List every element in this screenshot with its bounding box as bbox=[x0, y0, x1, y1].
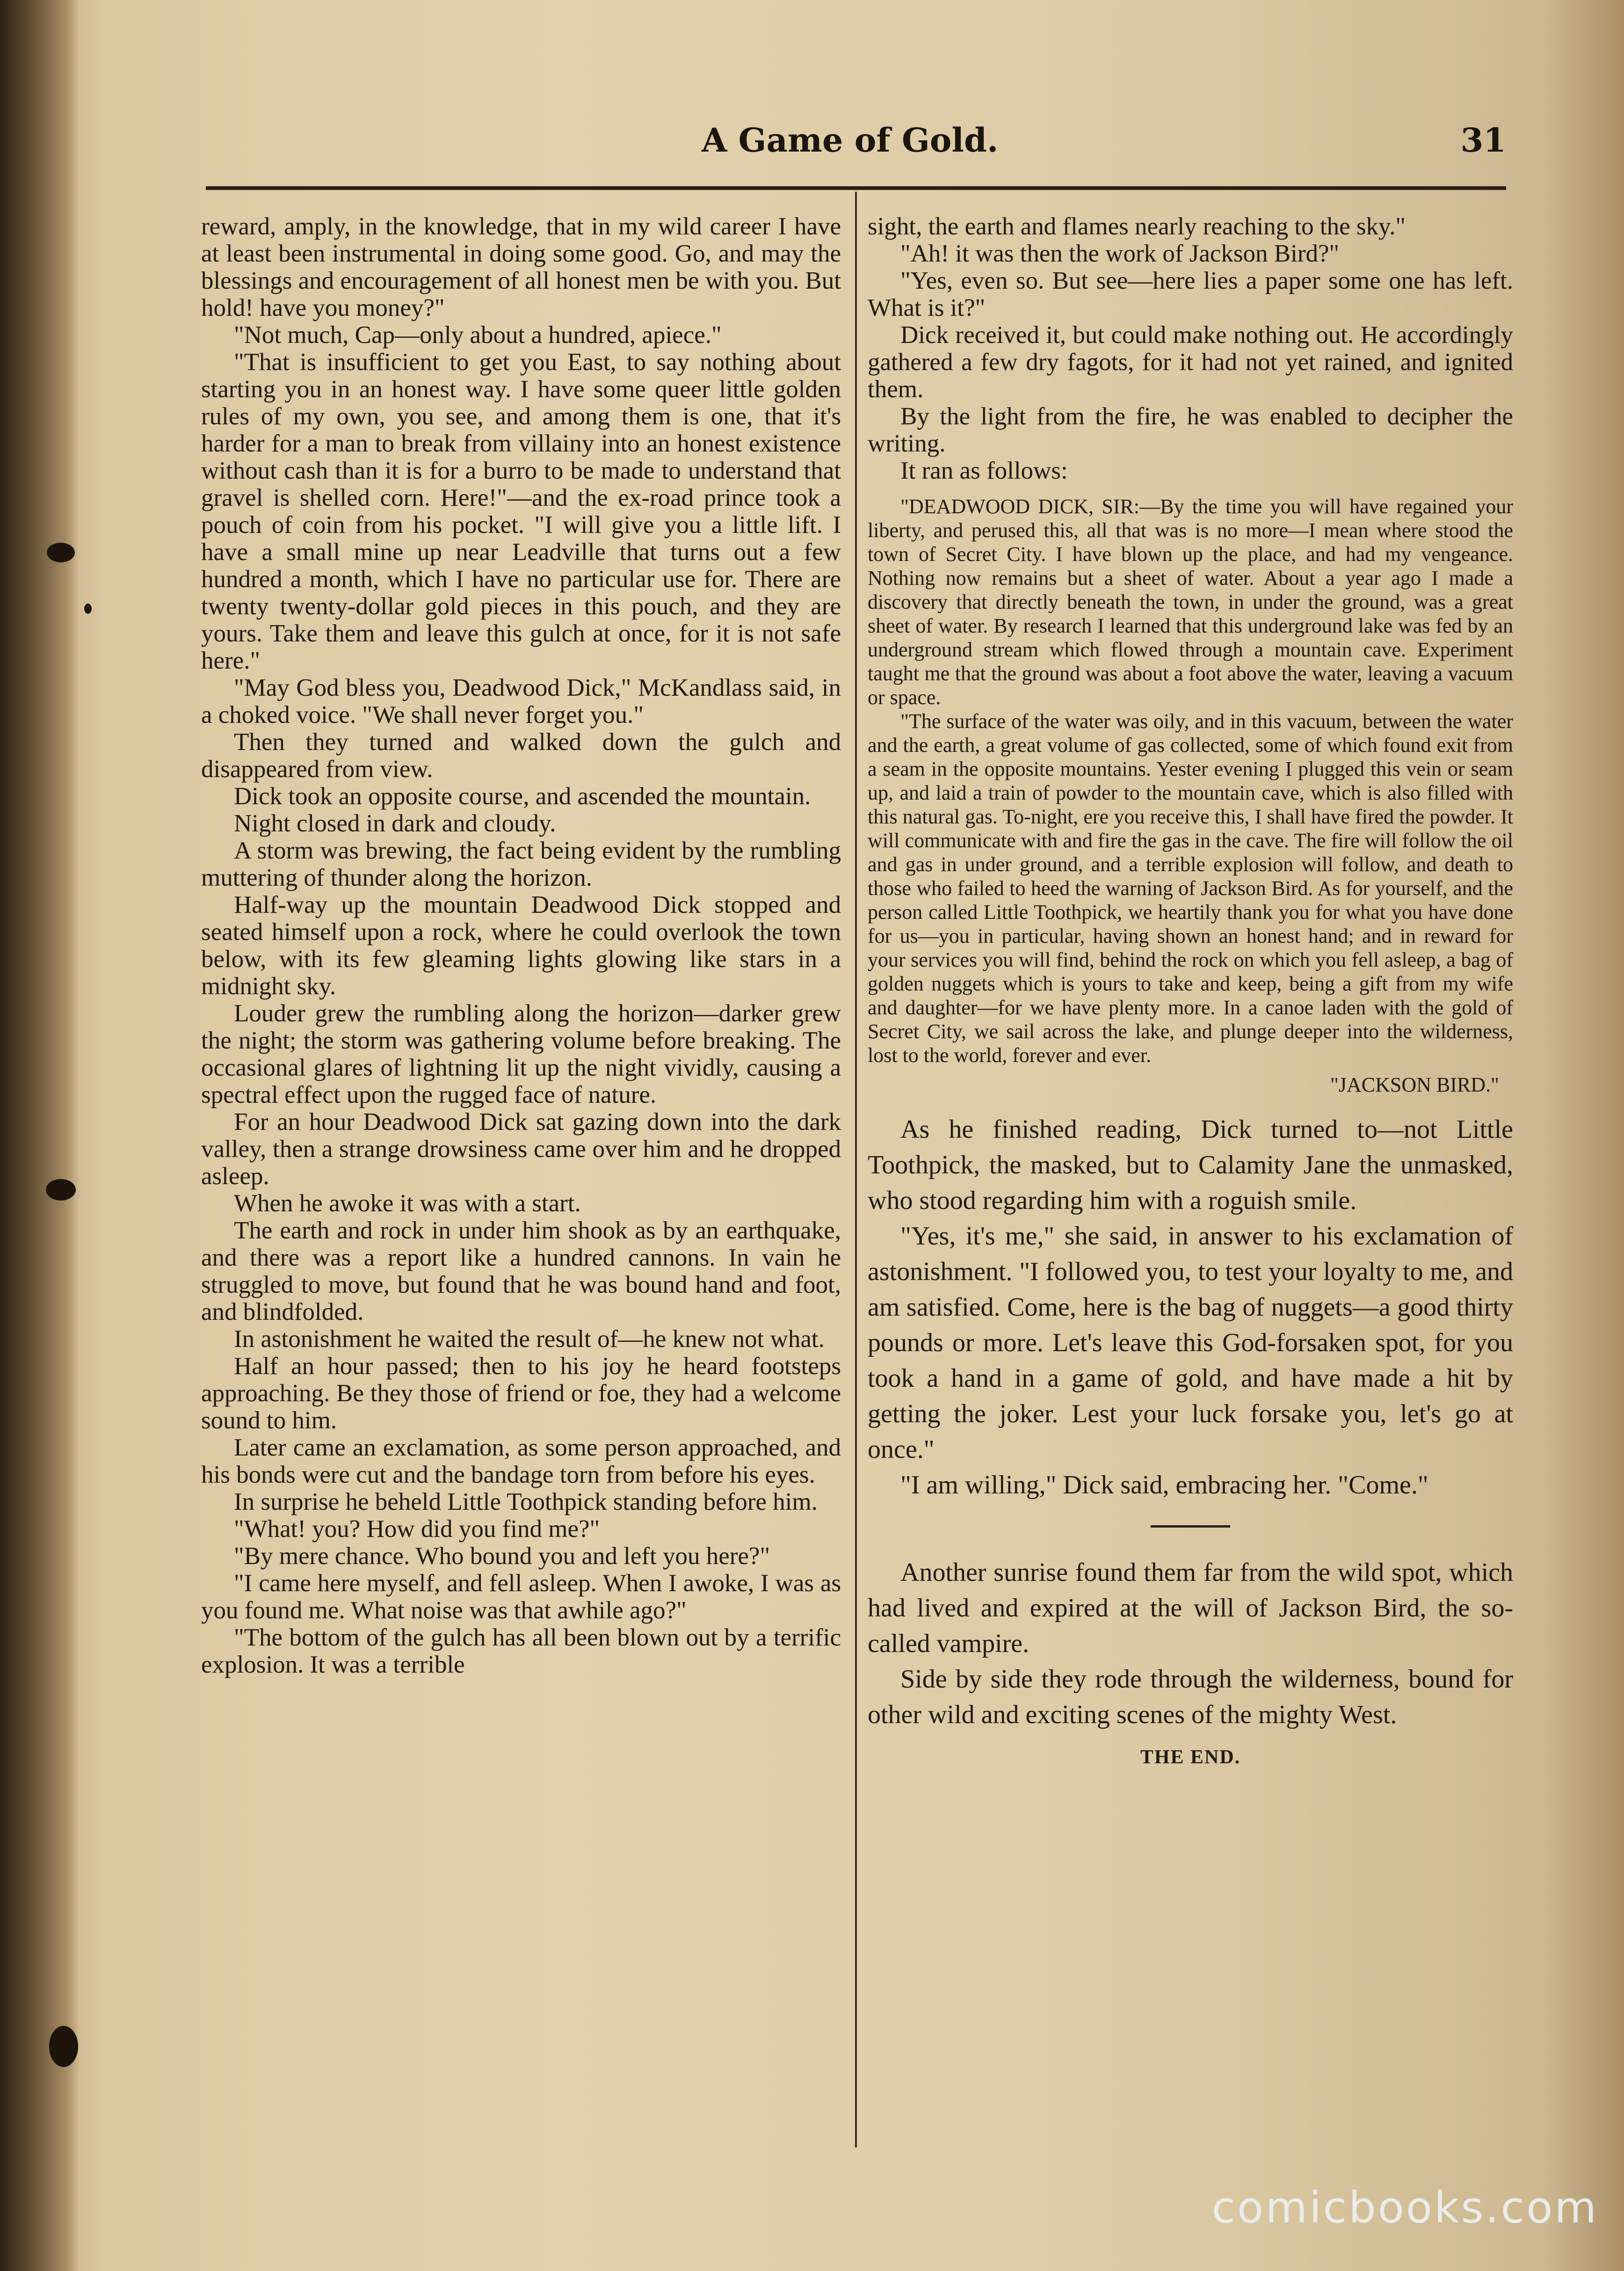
ink-stain bbox=[46, 1179, 76, 1201]
letter-paragraph: "DEADWOOD DICK, SIR:—By the time you will have regained your liberty, and perused this, all that was is no more—I mean where stood the town of Secret City. I have blown up the place, and had my vengeance. Nothing now remains but a sheet of water. About a year ago I made a discovery that directly beneath the town, in under the ground, was a great sheet of water. By research I learned that this underground lake was fed by an underground stream which flowed through a mountain cave. Experiment taught me that the ground was about a foot above the water, leaving a vacuum or space. bbox=[868, 495, 1513, 709]
paragraph: The earth and rock in under him shook as by an earthquake, and there was a report like a hundred cannons. In vain he struggled to move, but found that he was bound hand and foot, and blindfolded. bbox=[201, 1217, 841, 1325]
paragraph: Half-way up the mountain Deadwood Dick stopped and seated himself upon a rock, where he could overlook the town below, with its few gleaming lights glowing like stars in a midnight sky. bbox=[201, 891, 841, 1000]
paragraph: Side by side they rode through the wilderness, bound for other wild and exciting scenes of the mighty West. bbox=[868, 1665, 1513, 1729]
left-column bbox=[201, 213, 841, 1678]
paragraph: Night closed in dark and cloudy. bbox=[234, 810, 556, 837]
ink-stain bbox=[47, 543, 75, 562]
right-column bbox=[868, 213, 1513, 1771]
letter-paragraph: "The surface of the water was oily, and in this vacuum, between the water and the earth, a great volume of gas collected, some of which found exit from a seam in the opposite mountains. Yester evening I plugged this vein or seam up, and laid a train of powder to the mountain cave, which is also filled with this natural gas. To-night, ere you receive this, I shall have fired the powder. It will communicate with and fire the gas in the cave. The fire will follow the oil and gas in under ground, and a terrible explosion will follow, and death to those who failed to heed the warning of Jackson Bird. As for yourself, and the person called Little Toothpick, we heartily thank you for what you have done for us—you in particular, having shown an honest hand; and in reward for your services you will find, behind the rock on which you fell asleep, a bag of golden nuggets which is yours to take and keep, being a gift from my wife and daughter—for we have plenty more. In a canoe laden with the gold of Secret City, we sail across the lake, and plunge deeper into the wilderness, lost to the world, forever and ever. bbox=[868, 710, 1513, 1067]
paragraph: In astonishment he waited the result of—he knew not what. bbox=[234, 1325, 825, 1353]
paragraph: "I came here myself, and fell asleep. When I awoke, I was as you found me. What noise was that awhile ago?" bbox=[201, 1570, 841, 1624]
paragraph: Then they turned and walked down the gulch and disappeared from view. bbox=[201, 728, 841, 783]
header-rule bbox=[206, 186, 1506, 190]
paragraph: "I am willing," Dick said, embracing her. "Come." bbox=[900, 1470, 1428, 1499]
ink-stain bbox=[84, 604, 92, 614]
letter-signature: "JACKSON BIRD." bbox=[1330, 1073, 1499, 1096]
paragraph: Dick received it, but could make nothing out. He accordingly gathered a few dry fagots, for it had not yet rained, and ignited them. bbox=[868, 321, 1513, 403]
ink-stain bbox=[49, 2026, 78, 2067]
the-end-label: THE END. bbox=[1140, 1747, 1241, 1768]
paragraph: Another sunrise found them far from the wild spot, which had lived and expired at the will of Jackson Bird, the so-called vampire. bbox=[868, 1558, 1513, 1658]
paragraph: "The bottom of the gulch has all been blown out by a terrific explosion. It was a terrible bbox=[201, 1624, 841, 1678]
paragraph: Louder grew the rumbling along the horizon—darker grew the night; the storm was gathering volume before breaking. The occasional glares of lightning lit up the night vividly, causing a spectral effect upon the rugged face of nature. bbox=[201, 1000, 841, 1108]
binding-spine bbox=[0, 0, 80, 2271]
paragraph: "What! you? How did you find me?" bbox=[234, 1515, 600, 1543]
paragraph: For an hour Deadwood Dick sat gazing down into the dark valley, then a strange drowsiness came over him and he dropped asleep. bbox=[201, 1108, 841, 1190]
paragraph: "That is insufficient to get you East, to say nothing about starting you in an honest way. I have some queer little golden rules of my own, you see, and among them is one, that it's harder for a man to break from villainy into an honest existence without cash than it is for a burro to be made to understand that gravel is shelled corn. Here!"—and the ex-road prince took a pouch of coin from his pocket. "I will give you a little lift. I have a small mine up near Leadville that turns out a few hundred a month, which I have no particular use for. There are twenty twenty-dollar gold pieces in this pouch, and they are yours. Take them and leave this gulch at once, for it is not safe here." bbox=[201, 349, 841, 674]
paragraph: A storm was brewing, the fact being evident by the rumbling muttering of thunder along the horizon. bbox=[201, 837, 841, 891]
page-number: 31 bbox=[1460, 121, 1506, 160]
paragraph: As he finished reading, Dick turned to—not Little Toothpick, the masked, but to Calamity Jane the unmasked, who stood regarding him with a roguish smile. bbox=[868, 1115, 1513, 1215]
paragraph: "Not much, Cap—only about a hundred, apiece." bbox=[234, 321, 722, 349]
paragraph: Dick took an opposite course, and ascended the mountain. bbox=[234, 783, 811, 810]
section-separator bbox=[1151, 1525, 1230, 1528]
paragraph: In surprise he beheld Little Toothpick standing before him. bbox=[234, 1488, 818, 1515]
paragraph: It ran as follows: bbox=[900, 457, 1068, 484]
page-header bbox=[196, 121, 1506, 177]
paragraph: When he awoke it was with a start. bbox=[234, 1190, 581, 1217]
paragraph: "Yes, even so. But see—here lies a paper some one has left. What is it?" bbox=[868, 267, 1513, 321]
column-divider bbox=[855, 192, 857, 2147]
paragraph: "By mere chance. Who bound you and left you here?" bbox=[234, 1543, 770, 1570]
paragraph: reward, amply, in the knowledge, that in my wild career I have at least been instrumental in doing some good. Go, and may the blessings and encouragement of all honest men be with you. But hold! have you money?" bbox=[201, 213, 841, 321]
paragraph: "Yes, it's me," she said, in answer to his exclamation of astonishment. "I followed you, to test your loyalty to me, and am satisfied. Come, here is the bag of nuggets—a good thirty pounds or more. Let's leave this God-forsaken spot, for you took a hand in a game of gold, and have made a hit by getting the joker. Lest your luck forsake you, let's go at once." bbox=[868, 1222, 1513, 1464]
paragraph: Later came an exclamation, as some person approached, and his bonds were cut and the bandage torn from before his eyes. bbox=[201, 1434, 841, 1488]
paragraph: By the light from the fire, he was enabled to decipher the writing. bbox=[868, 403, 1513, 457]
paragraph: sight, the earth and flames nearly reaching to the sky." bbox=[868, 213, 1406, 240]
paragraph: Half an hour passed; then to his joy he heard footsteps approaching. Be they those of friend or foe, they had a welcome sound to him. bbox=[201, 1353, 841, 1434]
watermark: comicbooks.com bbox=[1211, 2183, 1598, 2233]
paragraph: "Ah! it was then the work of Jackson Bird?" bbox=[900, 240, 1340, 267]
running-title: A Game of Gold. bbox=[702, 121, 999, 160]
paragraph: "May God bless you, Deadwood Dick," McKandlass said, in a choked voice. "We shall never forget you." bbox=[201, 674, 841, 728]
